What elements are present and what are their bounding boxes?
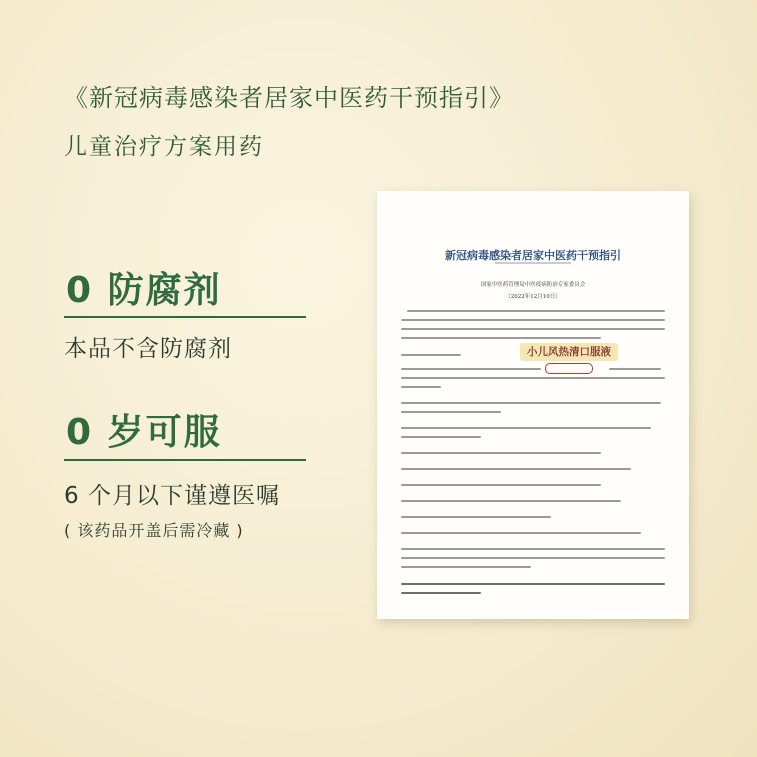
document-issuer: 国家中医药管理局中医疫病防治专家委员会	[480, 282, 586, 288]
product-highlight-label: 小儿风热清口服液	[520, 343, 618, 361]
document-text-line	[401, 500, 621, 502]
document-text-line	[401, 516, 551, 518]
document-text-line	[401, 328, 665, 330]
divider	[64, 316, 306, 318]
document-text-line	[401, 468, 631, 470]
guideline-document-image	[377, 191, 689, 619]
document-text-line	[401, 583, 665, 585]
document-text-line	[401, 566, 531, 568]
document-text-line	[401, 377, 665, 379]
document-title: 新冠病毒感染者居家中医药干预指引	[445, 249, 621, 262]
document-text-line	[401, 548, 665, 550]
document-text-line	[401, 337, 601, 339]
document-text-line	[401, 402, 661, 404]
document-text-line	[401, 411, 501, 413]
document-text-line	[401, 427, 651, 429]
document-text-line	[401, 368, 541, 370]
document-text-line	[401, 592, 481, 594]
feature-headline-preservative: 0 防腐剂	[66, 270, 222, 311]
document-text-line	[401, 354, 461, 356]
document-text-line	[609, 368, 661, 370]
document-text-line	[401, 557, 665, 559]
document-text-line	[407, 310, 665, 312]
feature-detail-preservative: 本品不含防腐剂	[64, 336, 232, 362]
document-text-line	[401, 319, 665, 321]
storage-note: ( 该药品开盖后需冷藏 )	[64, 521, 244, 540]
document-meta-line	[377, 262, 689, 264]
page-subtitle: 儿童治疗方案用药	[64, 134, 264, 160]
divider	[64, 459, 306, 461]
feature-detail-age: 6 个月以下谨遵医嘱	[64, 483, 280, 509]
feature-headline-age: 0 岁可服	[66, 412, 222, 453]
document-text-line	[401, 386, 441, 388]
document-text-line	[401, 484, 601, 486]
page-title: 《新冠病毒感染者居家中医药干预指引》	[64, 84, 514, 112]
product-circle-mark	[545, 363, 593, 374]
document-text-line	[401, 452, 601, 454]
document-text-line	[401, 436, 481, 438]
document-text-line	[401, 532, 641, 534]
document-date: （2022年12月10日）	[505, 294, 561, 300]
